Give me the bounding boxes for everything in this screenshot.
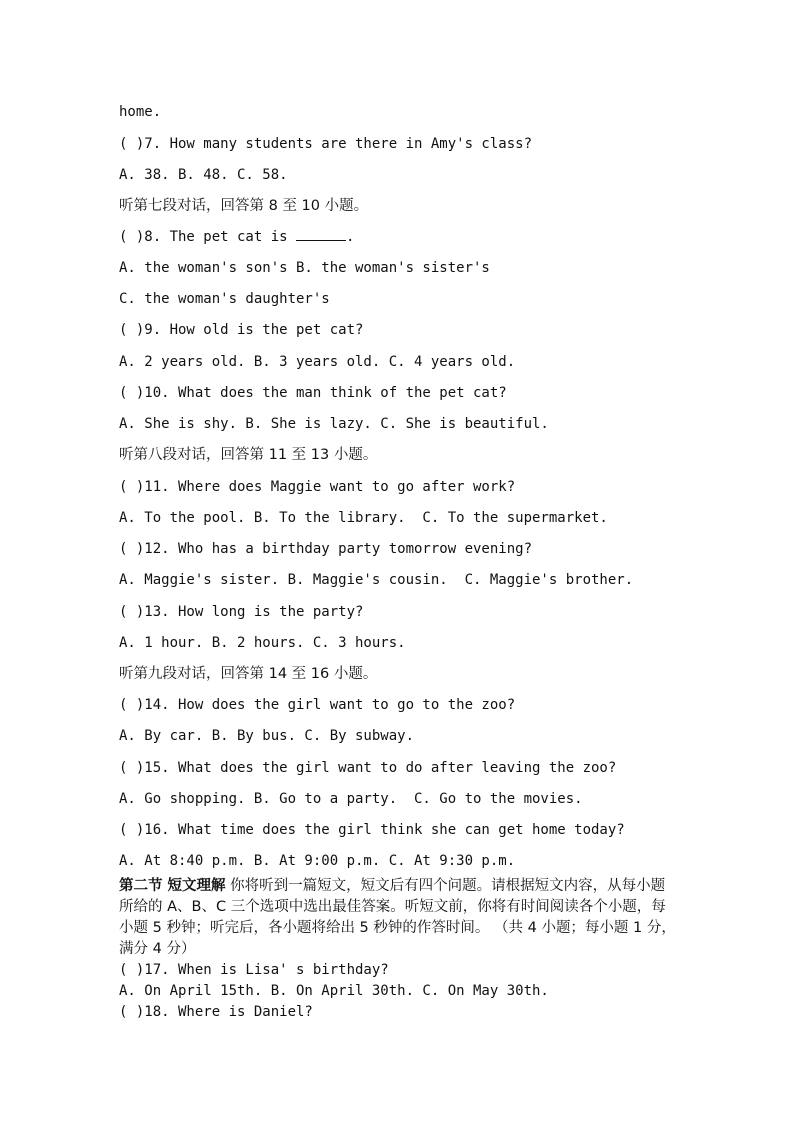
section-heading-7: 听第七段对话，回答第 8 至 10 小题。 <box>119 198 369 214</box>
question-13: ( )13. How long is the party? <box>119 604 364 620</box>
question-11-options: A. To the pool. B. To the library. C. To the supermarket. <box>119 510 608 526</box>
question-17-options: A. On April 15th. B. On April 30th. C. On May 30th. <box>119 983 549 999</box>
question-18: ( )18. Where is Daniel? <box>119 1004 313 1020</box>
text-line: home. <box>119 104 162 120</box>
question-8-options-ab: A. the woman's son's B. the woman's sister's <box>119 260 490 276</box>
section-2-body: 你将听到一篇短文，短文后有四个问题。请根据短文内容，从每小题所给的 A、B、C 三个选项中选出最佳答案。听短文前，你将有时间阅读各个小题，每小题 5 秒钟；听完后，各小题将给出 5 秒钟的作答时间。 （共 4 小题；每小题 1 分，满分 4 分） <box>119 878 676 957</box>
question-10: ( )10. What does the man think of the pet cat? <box>119 385 507 401</box>
section-2-title: 第二节 短文理解 <box>119 878 226 894</box>
question-10-options: A. She is shy. B. She is lazy. C. She is beautiful. <box>119 416 549 432</box>
section-heading-9: 听第九段对话，回答第 14 至 16 小题。 <box>119 666 378 682</box>
section-2-instructions <box>119 876 677 960</box>
question-7: ( )7. How many students are there in Amy's class? <box>119 136 533 152</box>
question-14-options: A. By car. B. By bus. C. By subway. <box>119 728 415 744</box>
question-11: ( )11. Where does Maggie want to go after work? <box>119 479 516 495</box>
question-8-end: . <box>346 229 355 245</box>
question-8-options-c: C. the woman's daughter's <box>119 291 330 307</box>
question-7-options: A. 38. B. 48. C. 58. <box>119 167 288 183</box>
question-16-options: A. At 8:40 p.m. B. At 9:00 p.m. C. At 9:30 p.m. <box>119 853 516 869</box>
section-heading-8: 听第八段对话，回答第 11 至 13 小题。 <box>119 447 378 463</box>
question-12-options: A. Maggie's sister. B. Maggie's cousin. C. Maggie's brother. <box>119 572 634 588</box>
question-14: ( )14. How does the girl want to go to the zoo? <box>119 697 516 713</box>
question-8 <box>119 228 354 246</box>
question-15-options: A. Go shopping. B. Go to a party. C. Go to the movies. <box>119 791 583 807</box>
question-15: ( )15. What does the girl want to do after leaving the zoo? <box>119 760 617 776</box>
question-13-options: A. 1 hour. B. 2 hours. C. 3 hours. <box>119 635 406 651</box>
question-9: ( )9. How old is the pet cat? <box>119 322 364 338</box>
question-17: ( )17. When is Lisa' s birthday? <box>119 962 389 978</box>
question-16: ( )16. What time does the girl think she can get home today? <box>119 822 625 838</box>
question-9-options: A. 2 years old. B. 3 years old. C. 4 years old. <box>119 354 516 370</box>
question-12: ( )12. Who has a birthday party tomorrow evening? <box>119 541 533 557</box>
answer-blank <box>296 228 346 241</box>
question-8-text: ( )8. The pet cat is <box>119 229 297 245</box>
